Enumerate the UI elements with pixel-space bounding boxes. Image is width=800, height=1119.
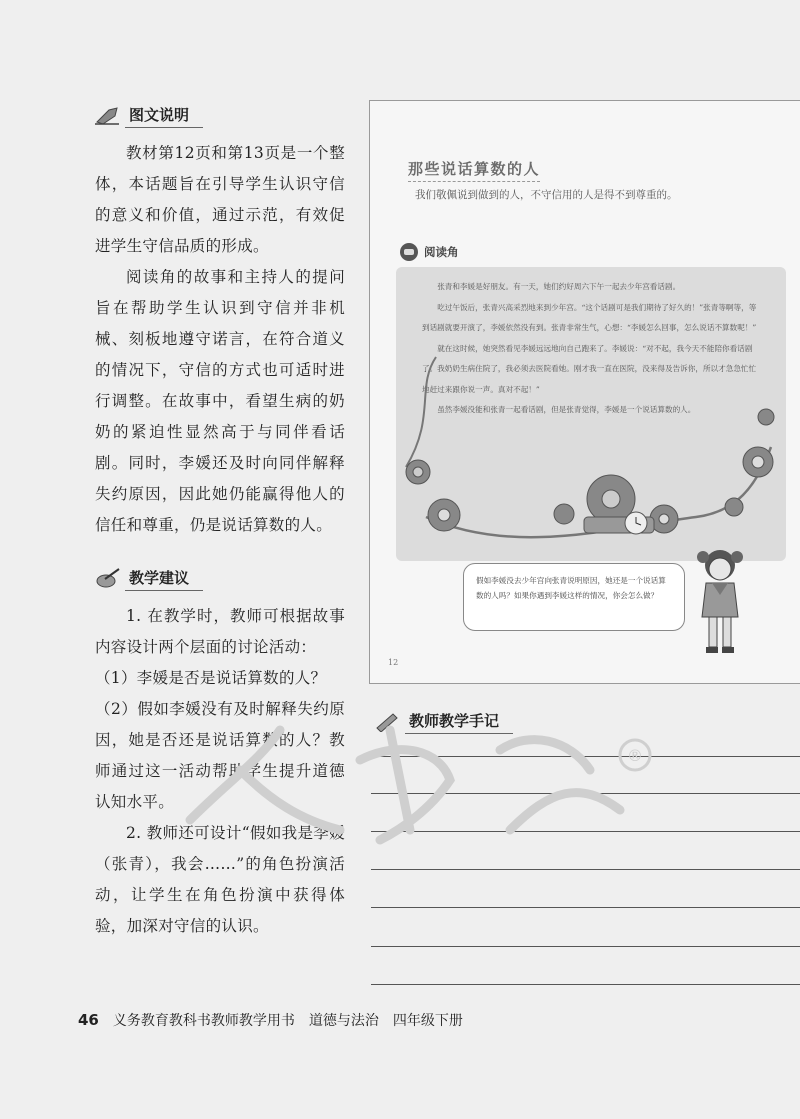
- floral-decoration: [396, 267, 786, 561]
- panel-title: 那些说话算数的人: [408, 158, 540, 182]
- pen-icon: [375, 710, 401, 732]
- girl-illustration: [690, 543, 750, 661]
- subject: 道德与法治: [308, 1013, 379, 1029]
- note-line: [371, 793, 800, 794]
- note-line: [371, 984, 800, 985]
- section-suggestion-title: 教学建议: [125, 565, 203, 591]
- note-line: [371, 869, 800, 870]
- story-paragraph: 吃过午饭后，张青兴高采烈地来到少年宫。“这个话剧可是我们期待了好久的！”张青等啊等，等到话剧就要开演了，李媛依然没有到。张青非常生气，心想：“李媛怎么回事，怎么说话不算数呢！”: [422, 302, 757, 332]
- pencil-book-icon: [95, 104, 121, 126]
- suggestion-item-1: 1. 在教学时，教师可根据故事内容设计两个层面的讨论活动：: [95, 607, 345, 656]
- suggestion-item-2: 2. 教师还可设计“假如我是李媛（张青），我会……”的角色扮演活动，让学生在角色扮演中获得体验，加深对守信的认识。: [95, 824, 345, 935]
- reading-corner-text: 阅读角: [424, 245, 459, 259]
- section-suggestion-header: [95, 563, 345, 593]
- watermark-registered-mark: ®: [627, 746, 643, 765]
- grade: 四年级下册: [392, 1013, 463, 1029]
- page-footer: [78, 1010, 463, 1030]
- note-line: [371, 907, 800, 908]
- suggestion-item-1a: （1）李媛是否是说话算数的人？: [95, 669, 327, 687]
- page-number: 46: [78, 1011, 99, 1029]
- book-title: 义务教育教科书教师教学用书: [112, 1013, 295, 1029]
- left-column: [95, 100, 345, 942]
- note-line: [371, 756, 800, 757]
- section-illustration-header: [95, 100, 345, 130]
- textbook-page-preview: [369, 100, 800, 684]
- book-icon: [400, 243, 418, 261]
- speech-bubble: 假如李媛没去少年宫向张青说明原因，她还是一个说话算数的人吗？如果你遇到李媛这样的情况，你会怎么做？: [463, 563, 685, 631]
- illustration-paragraph-2: 阅读角的故事和主持人的提问旨在帮助学生认识到守信并非机械、刻板地遵守诺言，在符合道义的情况下，守信的方式也可适时进行调整。在故事中，看望生病的奶奶的紧迫性显然高于与同伴看话剧。同时，李媛还及时向同伴解释失约原因，因此她仍能赢得他人的信任和尊重，仍是说话算数的人。: [95, 268, 345, 534]
- notes-header: [375, 706, 513, 736]
- pen-icon: [95, 567, 121, 589]
- note-line: [371, 831, 800, 832]
- story-paragraph: 虽然李媛没能和张青一起看话剧，但是张青觉得，李媛是一个说话算数的人。: [437, 405, 696, 414]
- story-paragraph: 就在这时候，她突然看见李媛远远地向自己跑来了。李媛说：“对不起，我今天不能陪你看话剧了。我奶奶生病住院了，我必须去医院看她。刚才我一直在医院，没来得及告诉你，所以才急急忙忙地赶过来跟你说一声。真对不起！”: [422, 343, 757, 394]
- story-paragraph: 张青和李媛是好朋友。有一天，她们约好周六下午一起去少年宫看话剧。: [437, 282, 681, 291]
- note-line: [371, 946, 800, 947]
- textbook-page-number: 12: [388, 658, 399, 667]
- section-illustration-title: 图文说明: [125, 102, 203, 128]
- suggestion-item-1b: （2）假如李媛没有及时解释失约原因，她是否还是说话算数的人？教师通过这一活动帮助学生提升道德认知水平。: [95, 700, 345, 811]
- reading-corner-label: [400, 243, 459, 261]
- illustration-paragraph-1: 教材第12页和第13页是一个整体，本话题旨在引导学生认识守信的意义和价值，通过示范，有效促进学生守信品质的形成。: [95, 144, 345, 255]
- notes-title: 教师教学手记: [405, 708, 513, 734]
- story-box: [396, 267, 786, 561]
- panel-intro: 我们敬佩说到做到的人，不守信用的人是得不到尊重的。: [415, 189, 678, 201]
